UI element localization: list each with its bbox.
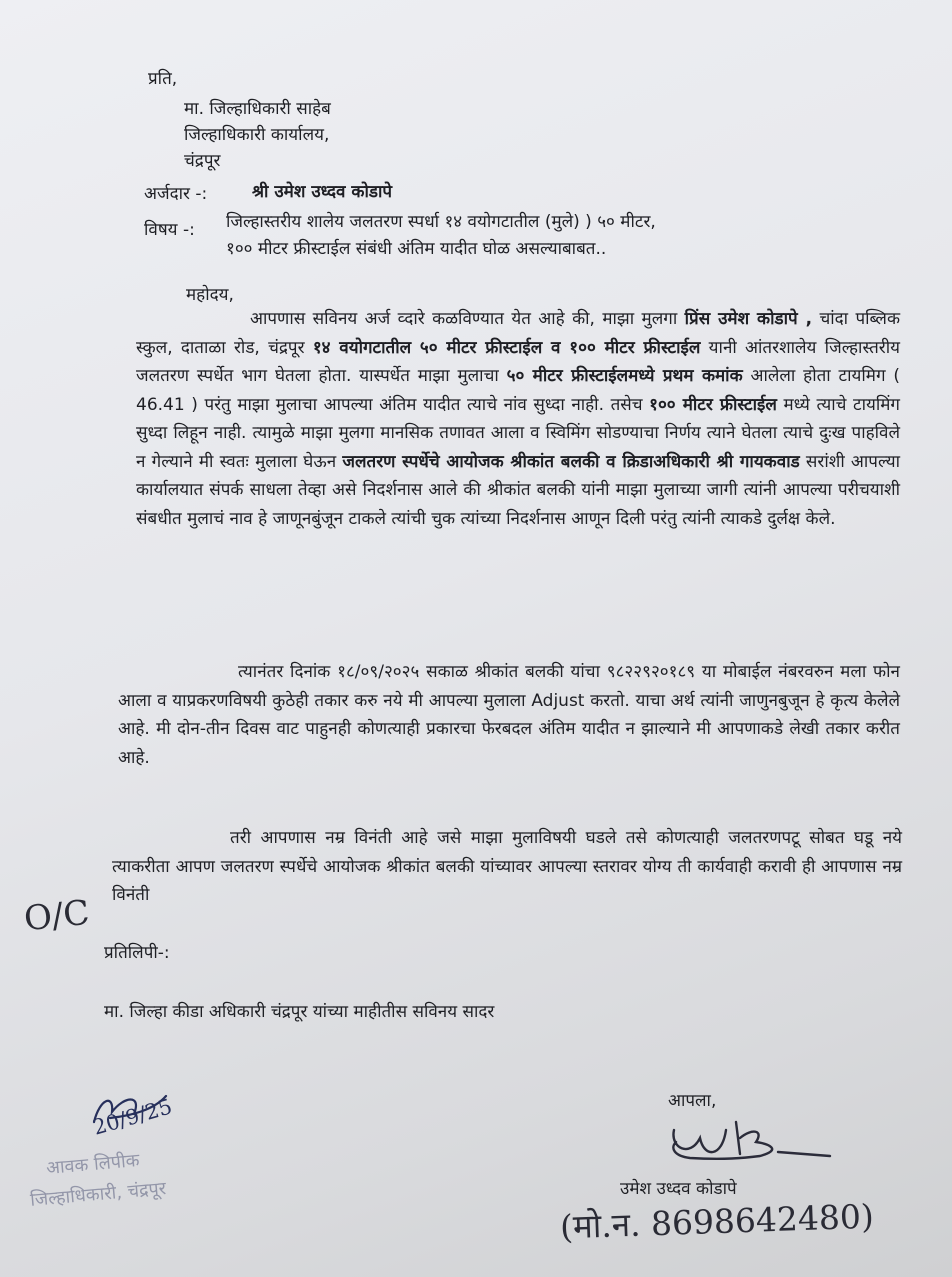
subject-line-1: जिल्हास्तरीय शालेय जलतरण स्पर्धा १४ वयोगटातील (मुले) ) ५० मीटर, xyxy=(226,212,656,232)
addressee-office: जिल्हाधिकारी कार्यालय, xyxy=(184,125,330,145)
p1-text-k: सरांशी आपल्या कार्यालयात संपर्क साधला तेव्हा असे निदर्शनास आले की श्रीकांत बलकी यांनी माझा मुलाच्या जागी त्यांनी आपल्या परीचयाशी संबधीत मुलाचं नाव हे जाणूनबुंजून टाकले त्यांची चुक त्यांच्या निदर्शनास आणून दिली परंतु त्यांनी त्याकडे दुर्लक्ष केले. xyxy=(136,451,900,529)
body-paragraph-3: तरी आपणास नम्र विनंती आहे जसे माझा मुलाविषयी घडले तसे कोणत्याही जलतरणपटू सोबत घडू नये त्याकरीता आपण जलतरण स्पर्धेचे आयोजक श्रीकांत बलकी यांच्यावर आपल्या स्तरावर योग्य ती कार्यवाही करावी ही आपणास नम्र विनंती xyxy=(112,828,902,905)
closing: आपला, xyxy=(668,1091,717,1111)
signatory-name: उमेश उध्दव कोडापे xyxy=(620,1179,737,1199)
p1-text-a: आपणास सविनय अर्ज व्दारे कळविण्यात येत आहे की, माझा मुलगा xyxy=(250,309,685,329)
cc-line: मा. जिल्हा कीडा अधिकारी चंद्रपूर यांच्या माहीतीस सविनय सादर xyxy=(104,1002,495,1022)
stamp-initial-mark xyxy=(84,1088,174,1132)
stamp-line-1: आवक लिपीक xyxy=(45,1149,141,1180)
handwritten-phone: (मो.न. 8698642480) xyxy=(559,1196,875,1247)
p1-text-i: मध्ये त्याचे टायमिंग सुध्दा लिहून नाही. त्यामुळे माझा मुलगा मानसिक तणावत आला व स्विमिंग सोडण्याचा निर्णय त्याने घेतला त्याचे दुःख पाहविले न गेल्याने मी स्वतः मुलाला घेऊन xyxy=(136,394,900,472)
body-paragraph-1 xyxy=(136,305,900,533)
salutation: महोदय, xyxy=(186,285,234,305)
addressee-city: चंद्रपूर xyxy=(184,151,221,171)
body-paragraph-2: त्यानंतर दिनांक १८/०९/२०२५ सकाळ श्रीकांत बलकी यांचा ९८२२९२०१८९ या मोबाईल नंबरवरुन मला फोन आला व याप्रकरणविषयी कुठेही तकार करु नये मी आपल्या मुलाला Adjust करतो. याचा अर्थ त्यांनी जाणुनबुजून हे कृत्य केलेले आहे. मी दोन-तीन दिवस वाट पाहुनही कोणत्याही प्रकारचा फेरबदल अंतिम यादीत न झाल्याने मी आपणाकडे लेखी तकार करीत आहे. xyxy=(118,662,900,768)
addressee-title: मा. जिल्हाधिकारी साहेब xyxy=(184,99,331,119)
applicant-label: अर्जदार -: xyxy=(144,184,208,204)
p1-text-c: चांदा पब्लिक स्कुल, दाताळा रोड, चंद्रपूर xyxy=(136,309,901,358)
subject-line-2: १०० मीटर फ्रीस्टाईल संबंधी अंतिम यादीत घोळ असल्याबाबत.. xyxy=(226,239,607,259)
p1-child-name: प्रिंस उमेश कोडापे , xyxy=(684,309,813,329)
signature xyxy=(660,1108,840,1168)
p1-organizers: जलतरण स्पर्धेचे आयोजक श्रीकांत बलकी व क्रिडाअधिकारी श्री गायकवाड xyxy=(342,451,800,472)
stamp-line-2: जिल्हाधिकारी, चंद्रपूर xyxy=(29,1178,167,1211)
applicant-name: श्री उमेश उध्दव कोडापे xyxy=(252,182,393,202)
cc-label: प्रतिलिपी-: xyxy=(104,943,170,963)
margin-note-oc: O/C xyxy=(22,892,92,940)
p1-100m: १०० मीटर फ्रीस्टाईल xyxy=(649,394,777,415)
p1-events: १४ वयोगटातील ५० मीटर फ्रीस्टाईल व १०० मीटर फ्रीस्टाईल xyxy=(312,337,701,358)
stamp-date: 20/9/25 xyxy=(90,1094,175,1140)
p1-text-e: यानी आंतरशालेय जिल्हास्तरीय जलतरण स्पर्धेत भाग घेतला होता. यास्पर्धेत माझा मुलाचा xyxy=(136,337,900,386)
p1-first-rank: ५० मीटर फ्रीस्टाईलमध्ये प्रथम कमांक xyxy=(506,366,743,386)
subject-label: विषय -: xyxy=(144,220,195,240)
to-label: प्रति, xyxy=(148,69,178,89)
p1-text-g: आलेला होता टायमिग ( 46.41 ) परंतु माझा मुलाचा आपल्या अंतिम यादीत त्याचे नांव सुध्दा नाही. तसेच xyxy=(136,366,901,415)
